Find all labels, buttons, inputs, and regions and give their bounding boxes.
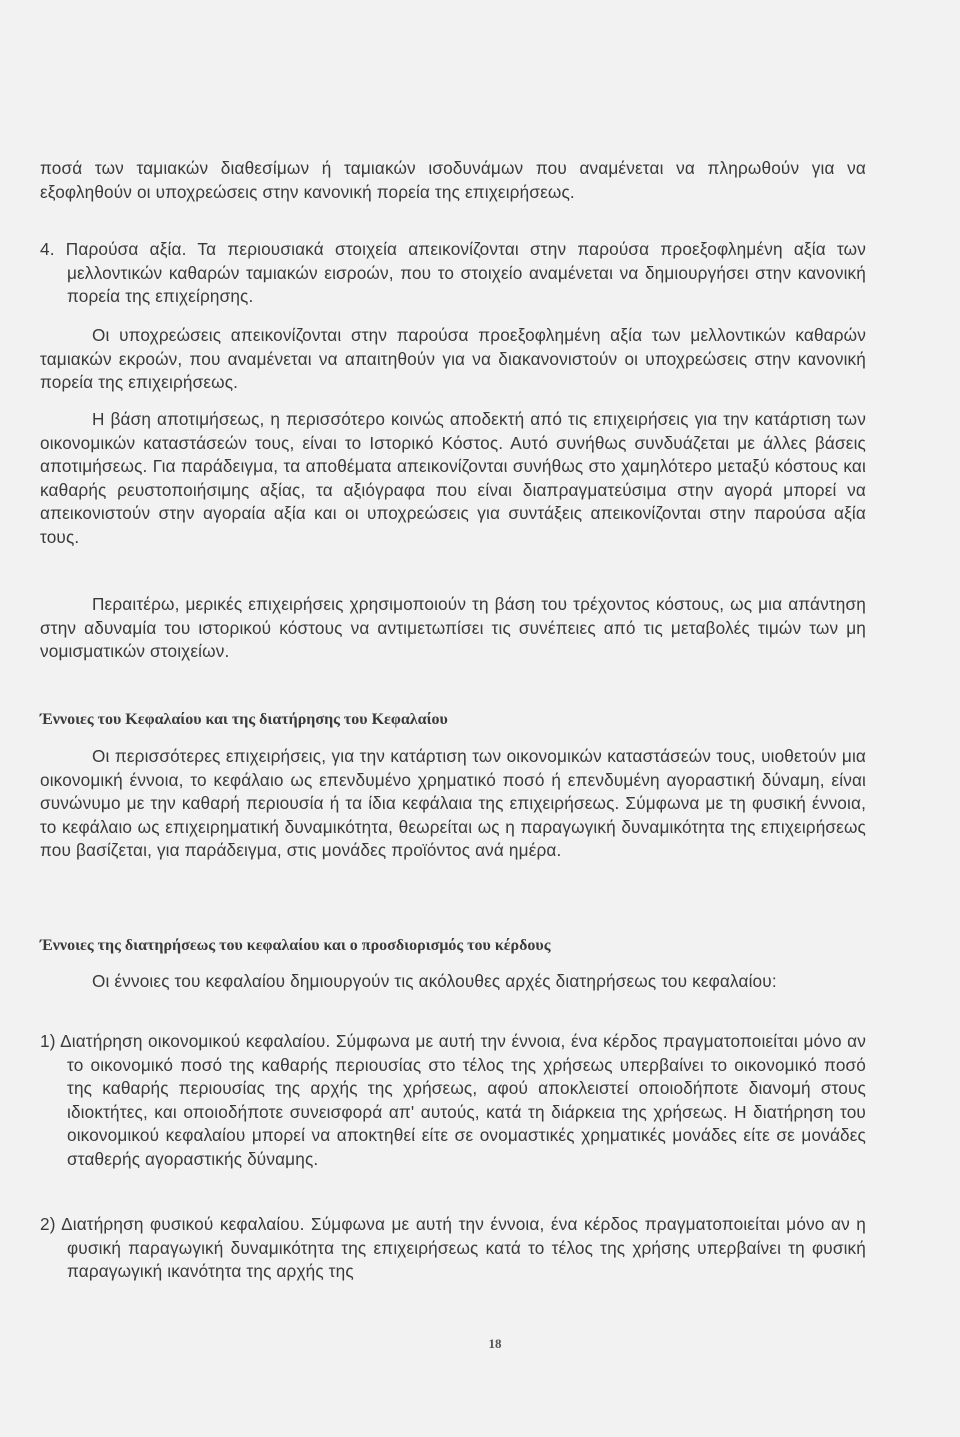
paragraph-valuation-basis: Η βάση αποτιμήσεως, η περισσότερο κοινώς αποδεκτή από τις επιχειρήσεις για την κατάρτιση των οικονομικών καταστάσεών τους, είναι το Ιστορικό Κόστος. Αυτό συνήθως συνδυάζεται με άλλες βάσεις αποτιμήσεως. Για παράδειγμα, τα αποθέματα απεικονίζονται συνήθως στο χαμηλότερο μεταξύ κόστους και καθαρής ρευστοποιήσιμης αξίας, τα αξιόγραφα που είναι διαπραγματεύσιμα στην αγορά μπορεί να απεικονιστούν στην αγοραία αξία και οι υποχρεώσεις για συντάξεις απεικονίζονται στην παρούσα αξία τους. — [40, 409, 866, 547]
paragraph-current-cost: Περαιτέρω, μερικές επιχειρήσεις χρησιμοποιούν τη βάση του τρέχοντος κόστους, ως μια απάντηση στην αδυναμία του ιστορικού κόστους να αντιμετωπίσει τις συνέπειες από τις μεταβολές τιμών των μη νομισματικών στοιχείων. — [40, 594, 866, 661]
document-page — [40, 0, 866, 1437]
list-item-financial-capital: 1) Διατήρηση οικονομικού κεφαλαίου. Σύμφωνα με αυτή την έννοια, ένα κέρδος πραγματοποιείται μόνο αν το οικονομικό ποσό της καθαρής περιουσίας στο τέλος της χρήσεως υπερβαίνει το οικονομικό ποσό της καθαρής περιουσίας της αρχής της χρήσεως, αφού αποκλειστεί οποιοδήποτε διανομή στους ιδιοκτήτες, και οποιοδήποτε συνεισφορά απ' αυτούς, κατά τη διάρκεια της χρήσεως. Η διατήρηση του οικονομικού κεφαλαίου μπορεί να αποκτηθεί είτε σε ονομαστικές χρηματικές μονάδες είτε σε μονάδες σταθερής αγοραστικής δύναμης. — [40, 1031, 866, 1169]
paragraph-obligations: Οι υποχρεώσεις απεικονίζονται στην παρούσα προεξοφλημένη αξία των μελλοντικών καθαρών ταμιακών εκροών, που αναμένεται να απαιτηθούν για να διακανονιστούν οι υποχρεώσεις στην κανονική πορεία της επιχειρήσεως. — [40, 325, 866, 392]
list-item-physical-capital: 2) Διατήρηση φυσικού κεφαλαίου. Σύμφωνα με αυτή την έννοια, ένα κέρδος πραγματοποιείται μόνο αν η φυσική παραγωγική δυναμικότητα της επιχειρήσεως κατά το τέλος της χρήσης υπερβαίνει τη φυσική παραγωγική ικανότητα της αρχής της — [40, 1214, 866, 1281]
paragraph-capital-maintenance-intro: Οι έννοιες του κεφαλαίου δημιουργούν τις ακόλουθες αρχές διατηρήσεως του κεφαλαίου: — [92, 971, 777, 991]
paragraph-capital-concepts: Οι περισσότερες επιχειρήσεις, για την κατάρτιση των οικονομικών καταστάσεών τους, υιοθετούν μια οικονομική έννοια, το κεφάλαιο ως επενδυμένο χρηματικό ποσό ή επενδυμένη αγοραστική δύναμη, είναι συνώνυμο με την καθαρή περιουσία ή τα ίδια κεφάλαια της επιχειρήσεως. Σύμφωνα με τη φυσική έννοια, το κεφάλαιο ως επιχειρηματική δυναμικότητα, θεωρείται ως η παραγωγική δυναμικότητα της επιχειρήσεως που βασίζεται, για παράδειγμα, στις μονάδες προϊόντος ανά ημέρα. — [40, 746, 866, 860]
list-item-present-value: 4. Παρούσα αξία. Τα περιουσιακά στοιχεία απεικονίζονται στην παρούσα προεξοφλημένη αξία των μελλοντικών καθαρών ταμιακών εισροών, που το στοιχείο αναμένεται να δημιουργήσει στην κανονική πορεία της επιχείρησης. — [40, 239, 866, 306]
section-heading-capital-concepts: Έννοιες του Κεφαλαίου και της διατήρησης του Κεφαλαίου — [40, 711, 448, 728]
page-number: 18 — [488, 1336, 502, 1351]
paragraph-continuation: ποσά των ταμιακών διαθεσίμων ή ταμιακών ισοδυνάμων που αναμένεται να πληρωθούν για να εξοφληθούν οι υποχρεώσεις στην κανονική πορεία της επιχειρήσεως. — [40, 158, 866, 202]
section-heading-capital-maintenance: Έννοιες της διατηρήσεως του κεφαλαίου και ο προσδιορισμός του κέρδους — [40, 937, 551, 954]
